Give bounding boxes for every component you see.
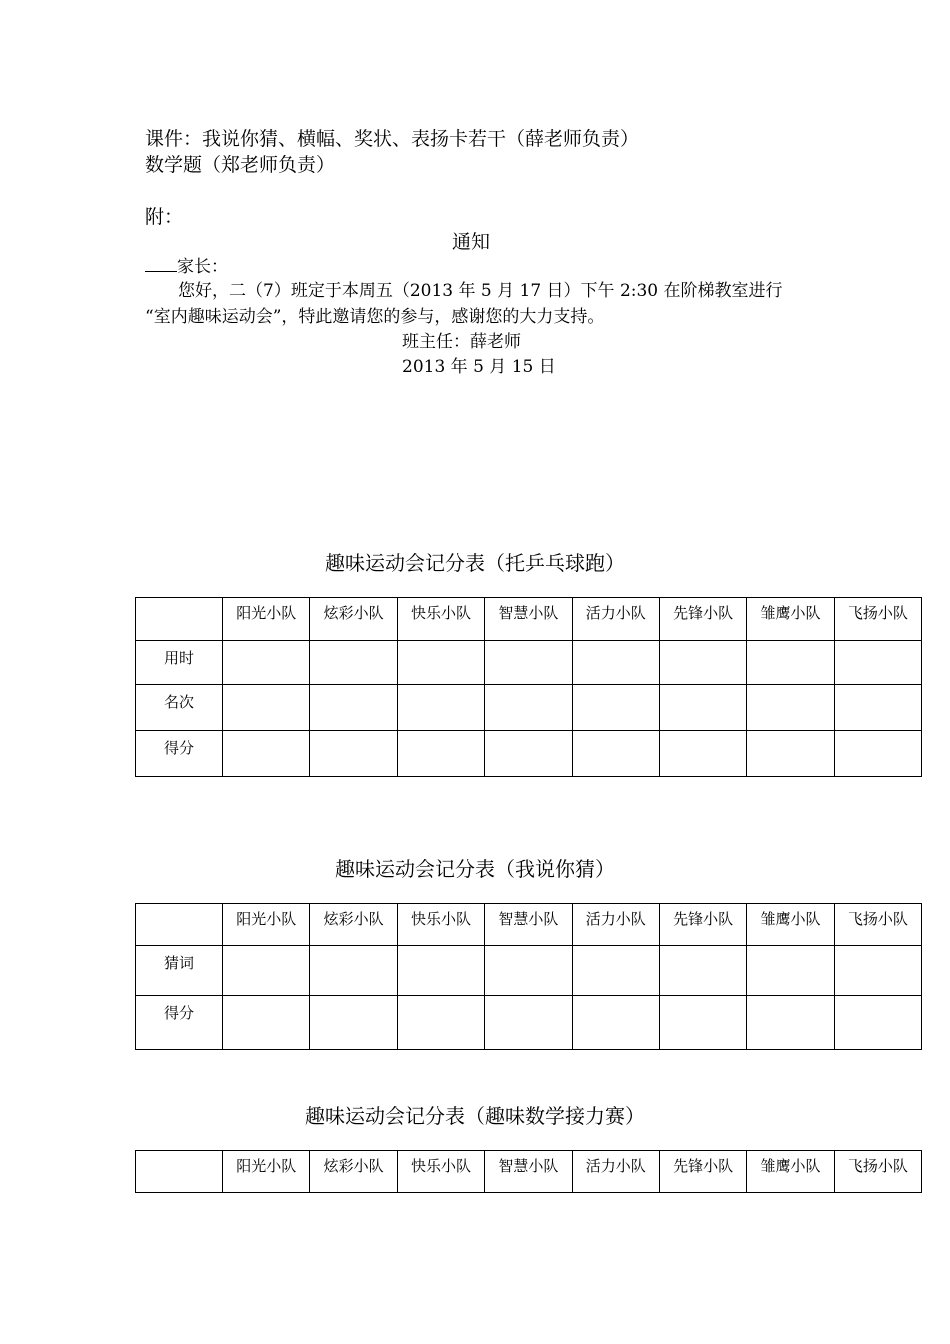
team-header: 雏鹰小队 xyxy=(747,904,834,946)
score-cell[interactable] xyxy=(223,731,310,777)
score-cell[interactable] xyxy=(397,996,484,1050)
score-cell[interactable] xyxy=(397,641,484,685)
notice-body-line1: 您好，二（7）班定于本周五（2013 年 5 月 17 日）下午 2:30 在阶梯教室进行 xyxy=(178,281,783,301)
table-title-guess: 趣味运动会记分表（我说你猜） xyxy=(335,857,615,881)
corner-cell xyxy=(136,598,223,641)
score-cell[interactable] xyxy=(659,996,746,1050)
score-cell[interactable] xyxy=(747,731,834,777)
score-cell[interactable] xyxy=(572,641,659,685)
team-header: 雏鹰小队 xyxy=(747,598,834,641)
table-row xyxy=(136,641,922,685)
team-header: 炫彩小队 xyxy=(310,904,397,946)
team-header: 阳光小队 xyxy=(223,904,310,946)
corner-cell xyxy=(136,1151,223,1193)
score-cell[interactable] xyxy=(834,685,921,731)
score-cell[interactable] xyxy=(659,946,746,996)
score-cell[interactable] xyxy=(223,641,310,685)
team-header: 先锋小队 xyxy=(659,598,746,641)
score-cell[interactable] xyxy=(485,946,572,996)
name-blank xyxy=(145,255,177,272)
score-cell[interactable] xyxy=(572,731,659,777)
team-header: 炫彩小队 xyxy=(310,1151,397,1193)
score-cell[interactable] xyxy=(747,996,834,1050)
salutation-text: 家长： xyxy=(177,257,228,277)
score-cell[interactable] xyxy=(747,641,834,685)
score-cell[interactable] xyxy=(572,946,659,996)
team-header: 快乐小队 xyxy=(397,598,484,641)
score-cell[interactable] xyxy=(485,685,572,731)
score-cell[interactable] xyxy=(659,685,746,731)
team-header: 智慧小队 xyxy=(485,598,572,641)
score-cell[interactable] xyxy=(659,731,746,777)
materials-line: 课件：我说你猜、横幅、奖状、表扬卡若干（薛老师负责） xyxy=(145,128,640,150)
score-cell[interactable] xyxy=(485,641,572,685)
team-header: 先锋小队 xyxy=(659,1151,746,1193)
score-cell[interactable] xyxy=(834,946,921,996)
score-cell[interactable] xyxy=(310,996,397,1050)
team-header: 快乐小队 xyxy=(397,1151,484,1193)
score-cell[interactable] xyxy=(572,996,659,1050)
row-label: 得分 xyxy=(136,731,223,777)
team-header: 阳光小队 xyxy=(223,1151,310,1193)
table-row xyxy=(136,946,922,996)
team-header: 活力小队 xyxy=(572,1151,659,1193)
notice-signature: 班主任：薛老师 xyxy=(402,332,521,352)
team-header: 智慧小队 xyxy=(485,904,572,946)
score-cell[interactable] xyxy=(223,946,310,996)
score-cell[interactable] xyxy=(310,685,397,731)
table-header-row xyxy=(136,904,922,946)
table-title-math-relay: 趣味运动会记分表（趣味数学接力赛） xyxy=(305,1104,645,1128)
score-cell[interactable] xyxy=(223,685,310,731)
row-label: 得分 xyxy=(136,996,223,1050)
table-row xyxy=(136,996,922,1050)
team-header: 飞扬小队 xyxy=(834,1151,921,1193)
score-cell[interactable] xyxy=(310,946,397,996)
notice-salutation xyxy=(145,252,228,277)
notice-body-line2: “室内趣味运动会”，特此邀请您的参与，感谢您的大力支持。 xyxy=(145,307,605,327)
team-header: 雏鹰小队 xyxy=(747,1151,834,1193)
score-table-pingpong xyxy=(135,597,922,777)
team-header: 先锋小队 xyxy=(659,904,746,946)
table-header-row xyxy=(136,1151,922,1193)
score-table-guess xyxy=(135,903,922,1050)
score-cell[interactable] xyxy=(310,731,397,777)
score-table-math-relay xyxy=(135,1150,922,1193)
row-label: 用时 xyxy=(136,641,223,685)
table-row xyxy=(136,731,922,777)
score-cell[interactable] xyxy=(834,641,921,685)
math-questions-line: 数学题（郑老师负责） xyxy=(145,154,336,176)
score-cell[interactable] xyxy=(659,641,746,685)
score-cell[interactable] xyxy=(572,685,659,731)
team-header: 阳光小队 xyxy=(223,598,310,641)
row-label: 猜词 xyxy=(136,946,223,996)
corner-cell xyxy=(136,904,223,946)
score-cell[interactable] xyxy=(747,685,834,731)
table-header-row xyxy=(136,598,922,641)
score-cell[interactable] xyxy=(834,996,921,1050)
score-cell[interactable] xyxy=(397,685,484,731)
table-title-pingpong: 趣味运动会记分表（托乒乓球跑） xyxy=(325,551,625,575)
score-cell[interactable] xyxy=(223,996,310,1050)
score-cell[interactable] xyxy=(485,731,572,777)
score-cell[interactable] xyxy=(747,946,834,996)
team-header: 炫彩小队 xyxy=(310,598,397,641)
score-cell[interactable] xyxy=(397,731,484,777)
team-header: 活力小队 xyxy=(572,904,659,946)
notice-date: 2013 年 5 月 15 日 xyxy=(402,357,556,377)
score-cell[interactable] xyxy=(485,996,572,1050)
score-cell[interactable] xyxy=(310,641,397,685)
notice-title: 通知 xyxy=(452,231,491,253)
team-header: 飞扬小队 xyxy=(834,598,921,641)
attachment-label: 附： xyxy=(145,206,184,228)
team-header: 快乐小队 xyxy=(397,904,484,946)
team-header: 飞扬小队 xyxy=(834,904,921,946)
team-header: 活力小队 xyxy=(572,598,659,641)
table-row xyxy=(136,685,922,731)
team-header: 智慧小队 xyxy=(485,1151,572,1193)
score-cell[interactable] xyxy=(397,946,484,996)
row-label: 名次 xyxy=(136,685,223,731)
score-cell[interactable] xyxy=(834,731,921,777)
